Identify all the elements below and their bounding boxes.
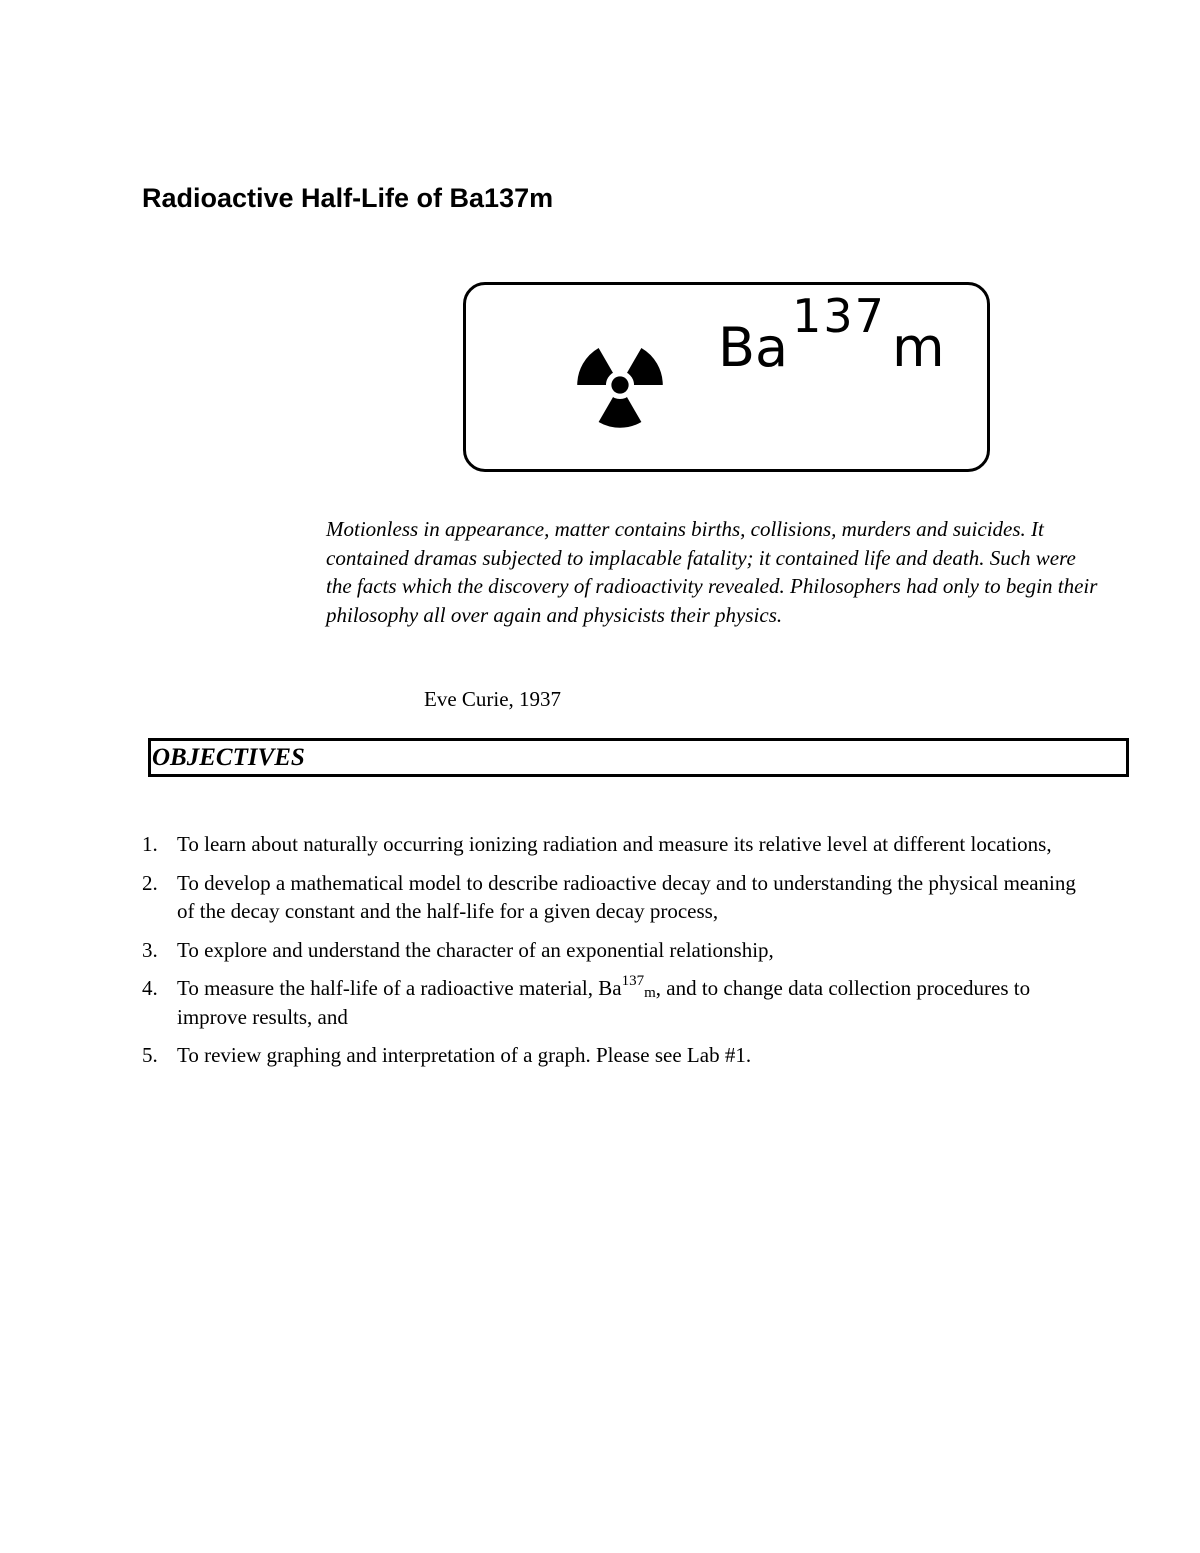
list-item-number: 3. xyxy=(142,937,158,962)
list-item-text: To explore and understand the character of an exponential relationship, xyxy=(177,937,774,962)
list-item-text: To develop a mathematical model to describe radioactive decay and to understanding the physical meaning of the decay constant and the half-life for a given decay process, xyxy=(177,870,1076,923)
logo-mass-number: 137 xyxy=(792,289,886,343)
list-item-number: 5. xyxy=(142,1043,158,1067)
list-item xyxy=(138,830,1098,859)
list-item xyxy=(138,936,1098,965)
radiation-trefoil-icon xyxy=(566,331,674,439)
list-item xyxy=(138,869,1098,926)
list-item-number: 4. xyxy=(142,976,158,1000)
list-item xyxy=(138,974,1098,1031)
objectives-heading-box xyxy=(148,738,1129,777)
isotope-mass-superscript: 137 xyxy=(621,973,645,989)
document-title: Radioactive Half-Life of Ba137m xyxy=(142,183,554,213)
isotope-metastable-subscript: m xyxy=(644,985,656,1001)
list-item-number: 1. xyxy=(142,832,158,856)
ba137m-logo-label xyxy=(718,289,945,379)
quote-attribution: Eve Curie, 1937 xyxy=(424,687,562,711)
epigraph-quote: Motionless in appearance, matter contains births, collisions, murders and suicides. It contained dramas subjected to implacable fatality; it contained life and death. Such were the facts which the discovery of radioactivity revealed. Philosophers had only to begin their philosophy all over again and physicists their physics. xyxy=(326,517,1098,627)
list-item-number: 2. xyxy=(142,870,158,895)
objectives-list xyxy=(138,830,1098,1080)
list-item-text-after: , and to change data collection procedures to improve results, and xyxy=(177,976,1031,1029)
logo-metastable-mark: m xyxy=(891,316,945,379)
list-item-text: To learn about naturally occurring ionizing radiation and measure its relative level at different locations, xyxy=(177,832,1052,856)
list-item-text xyxy=(177,973,1031,1029)
logo-element-symbol: Ba xyxy=(718,316,789,379)
objectives-heading: OBJECTIVES xyxy=(152,744,305,771)
list-item-text: To review graphing and interpretation of a graph. Please see Lab #1. xyxy=(177,1043,752,1067)
list-item-text-before: To measure the half-life of a radioactive material, Ba xyxy=(177,976,622,1000)
ba137m-logo-box xyxy=(463,282,990,472)
list-item xyxy=(138,1041,1098,1070)
